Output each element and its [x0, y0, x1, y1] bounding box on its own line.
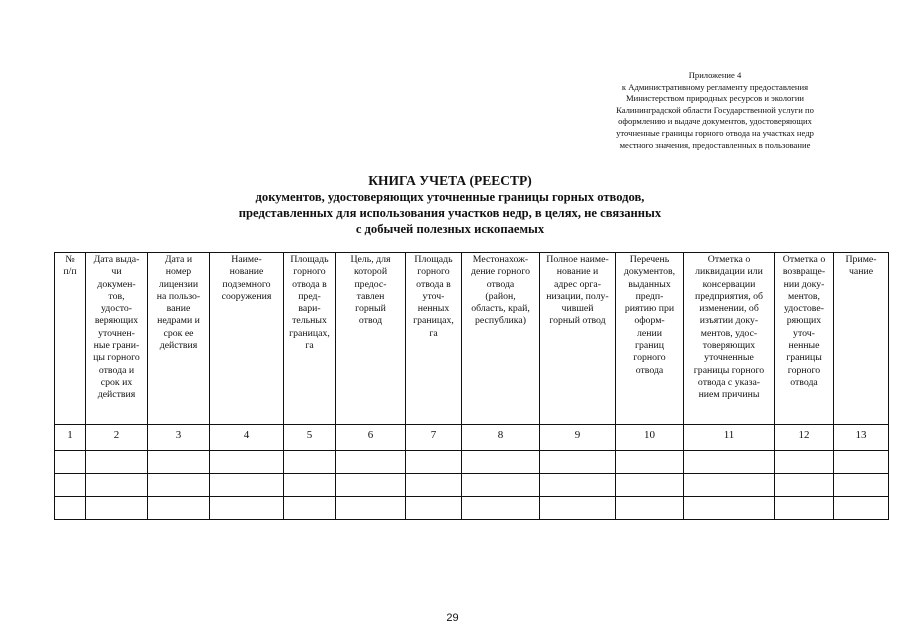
column-header-line: удостове- — [784, 303, 824, 315]
annex-line: оформлению и выдаче документов, удостоверяющих — [618, 116, 812, 127]
column-header-line: границах, — [413, 315, 454, 327]
column-header — [284, 253, 336, 425]
column-header — [775, 253, 834, 425]
column-header-line: недрами и — [157, 315, 200, 327]
column-header-line: Площадь — [290, 254, 329, 265]
column-header-line: цы горного — [93, 352, 140, 364]
column-header-line: отвода с указа- — [697, 376, 761, 388]
title-line: представленных для использования участков недр, в целях, не связанных — [238, 206, 662, 220]
column-number: 7 — [406, 425, 462, 451]
column-header — [148, 253, 210, 425]
column-header-line: изъятии доку- — [699, 315, 759, 327]
column-header-line: вари- — [298, 303, 321, 315]
column-header-line: ряющих — [786, 315, 822, 327]
column-header-line: товеряющих — [702, 340, 756, 352]
column-header-line: тельных — [292, 315, 327, 327]
column-header-line: отвода и — [98, 364, 135, 376]
column-header-line: га — [305, 340, 314, 352]
column-header-line: Площадь — [414, 254, 453, 265]
column-header-line: ментов, — [788, 290, 820, 302]
column-header-line: нование и — [556, 266, 599, 278]
column-header-line: область, край, — [471, 303, 530, 315]
column-header — [540, 253, 616, 425]
column-number: 5 — [284, 425, 336, 451]
column-header-line: номер — [165, 266, 192, 278]
column-header-line: сооружения — [221, 290, 272, 302]
column-header-line: которой — [353, 266, 388, 278]
column-header-line: горного — [417, 266, 450, 278]
column-header-line: Отметка о — [707, 254, 751, 265]
column-header-line: Цель, для — [350, 254, 391, 265]
register-table — [54, 252, 889, 520]
column-header — [86, 253, 148, 425]
column-header-line: нование — [229, 266, 264, 278]
column-header-line: ненных — [417, 303, 450, 315]
column-header-line: риятию при — [624, 303, 675, 315]
column-header-line: границ — [635, 340, 664, 352]
column-header-line: горный — [355, 303, 386, 315]
column-header-line: нии доку- — [783, 278, 825, 290]
column-header-line: Наиме- — [231, 254, 262, 265]
column-header-line: отвода в — [292, 278, 327, 290]
column-header-line: удосто- — [100, 303, 133, 315]
column-number: 13 — [834, 425, 889, 451]
table-row — [55, 474, 889, 497]
column-header-line: горного — [293, 266, 326, 278]
column-header-line: уточненные — [704, 352, 754, 364]
column-header-line: тавлен — [356, 290, 385, 302]
column-header — [834, 253, 889, 425]
column-header-line: лении — [637, 327, 662, 339]
column-header-line: докумен- — [97, 278, 136, 290]
column-header-line: Дата и — [164, 254, 193, 265]
header-row — [55, 253, 889, 425]
column-header-line: предос- — [354, 278, 387, 290]
column-header-line: Перечень — [629, 254, 670, 265]
column-header — [55, 253, 86, 425]
column-header-line: отвод — [358, 315, 383, 327]
annex-note — [570, 70, 860, 151]
column-number: 9 — [540, 425, 616, 451]
column-header-line: чание — [848, 266, 874, 278]
column-header-line: адрес орга- — [553, 278, 602, 290]
column-header-line: границы — [786, 352, 822, 364]
document-title — [160, 173, 740, 237]
title-line: с добычей полезных ископаемых — [355, 222, 545, 236]
column-number: 10 — [616, 425, 684, 451]
column-header-line: ненные — [788, 340, 820, 352]
column-header-line: оформ- — [634, 315, 665, 327]
column-number-row — [55, 425, 889, 451]
column-header — [210, 253, 284, 425]
column-header-line: ные грани- — [93, 340, 140, 352]
column-header-line: лицензии — [158, 278, 199, 290]
column-header — [406, 253, 462, 425]
annex-line: Министерством природных ресурсов и экологии — [625, 93, 805, 104]
column-header-line: га — [429, 327, 438, 339]
column-header-line: уточ- — [793, 327, 815, 339]
column-number: 11 — [684, 425, 775, 451]
column-header-line: (район, — [485, 290, 516, 302]
column-header — [336, 253, 406, 425]
column-header-line: уточ- — [422, 290, 445, 302]
column-header-line: Дата выда- — [93, 254, 140, 265]
annex-line: Калининградской области Государственной услуги по — [616, 104, 814, 115]
annex-line: к Административному регламенту предоставления — [621, 81, 809, 92]
annex-line: местного значения, предоставленных в пользование — [619, 139, 811, 150]
column-header-line: предприятия, об — [694, 290, 764, 302]
column-header-line: возвраще- — [782, 266, 826, 278]
column-header-line: ликвидации или — [695, 266, 763, 278]
column-number: 8 — [462, 425, 540, 451]
column-header-line: пред- — [298, 290, 321, 302]
column-header-line: предп- — [635, 290, 664, 302]
column-header-line: веряющих — [94, 315, 139, 327]
column-number: 3 — [148, 425, 210, 451]
column-header-line: на пользо- — [156, 290, 201, 302]
column-number: 1 — [55, 425, 86, 451]
annex-line: уточненные границы горного отвода на участках недр — [616, 127, 814, 138]
column-header-line: чи — [111, 266, 122, 278]
column-header-line: республика) — [475, 315, 526, 327]
column-header-line: низации, полу- — [546, 290, 609, 302]
page-number: 29 — [446, 612, 459, 624]
column-header-line: действия — [97, 389, 136, 401]
column-header-line: ментов, удос- — [700, 327, 758, 339]
column-header-line: границы горного — [693, 364, 765, 376]
column-header-line: изменении, об — [699, 303, 759, 315]
column-number: 12 — [775, 425, 834, 451]
column-header-line: дение горного — [470, 266, 530, 278]
column-header-line: документов, — [623, 266, 676, 278]
column-header-line: уточнен- — [98, 327, 135, 339]
column-header-line: горного — [787, 364, 821, 376]
column-header-line: срок их — [100, 376, 133, 388]
title-line: документов, удостоверяющих уточненные границы горных отводов, — [255, 190, 645, 204]
column-header-line: Приме- — [845, 254, 877, 265]
title-main: КНИГА УЧЕТА (РЕЕСТР) — [368, 173, 532, 188]
column-header-line: Отметка о — [782, 254, 826, 265]
column-header-line: Полное наиме- — [546, 254, 609, 265]
annex-line: Приложение 4 — [688, 70, 742, 80]
column-header-line: подземного — [222, 278, 271, 290]
column-header — [616, 253, 684, 425]
column-header-line: отвода — [486, 278, 515, 290]
column-header-line: действия — [159, 340, 198, 352]
column-header-line: п/п — [63, 266, 77, 278]
column-number: 4 — [210, 425, 284, 451]
column-header-line: тов, — [108, 290, 125, 302]
table-row — [55, 497, 889, 520]
column-header-line: консервации — [702, 278, 756, 290]
column-header-line: горный отвод — [549, 315, 606, 327]
column-header-line: чившей — [561, 303, 594, 315]
column-number: 2 — [86, 425, 148, 451]
column-header-line: отвода — [790, 376, 818, 388]
column-header-line: срок ее — [163, 327, 194, 339]
column-header-line: отвода в — [416, 278, 451, 290]
column-header-line: № — [65, 254, 75, 265]
column-header-line: отвода — [635, 364, 664, 376]
column-header-line: горного — [633, 352, 666, 364]
column-number: 6 — [336, 425, 406, 451]
column-header-line: нием причины — [698, 389, 760, 401]
column-header-line: вание — [166, 303, 191, 315]
column-header — [684, 253, 775, 425]
column-header-line: выданных — [628, 278, 671, 290]
column-header-line: границах, — [289, 327, 330, 339]
column-header-line: Местонахож- — [472, 254, 529, 265]
column-header — [462, 253, 540, 425]
table-row — [55, 451, 889, 474]
